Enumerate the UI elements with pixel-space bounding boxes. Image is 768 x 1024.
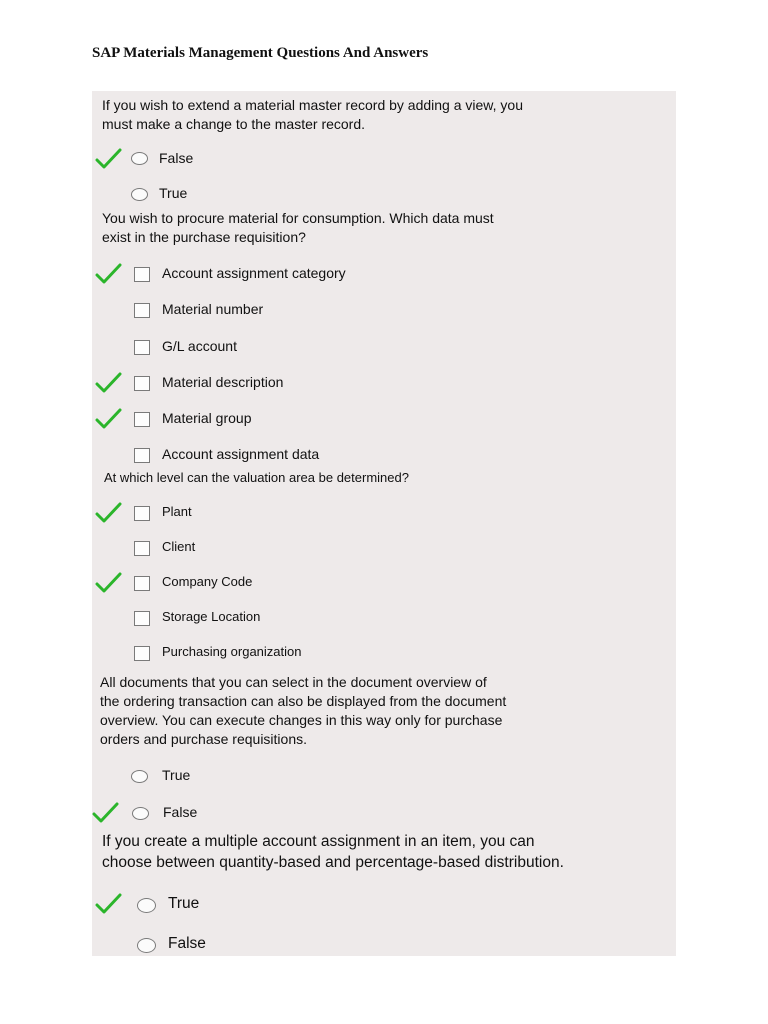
question-text-line: must make a change to the master record. xyxy=(102,116,366,132)
option-label: False xyxy=(163,804,198,820)
option-label: Material group xyxy=(162,410,252,426)
option-true[interactable] xyxy=(92,764,492,788)
question-text xyxy=(104,468,409,487)
option-gl-account[interactable] xyxy=(92,335,492,359)
option-material-description[interactable] xyxy=(92,371,492,395)
checkbox[interactable] xyxy=(134,611,150,626)
radio-button[interactable] xyxy=(137,898,156,913)
option-label: Account assignment data xyxy=(162,446,320,462)
question-text-line: the ordering transaction can also be displayed from the document xyxy=(100,693,507,709)
question-text-line: choose between quantity-based and percentage-based distribution. xyxy=(102,854,564,871)
option-label: True xyxy=(159,185,188,201)
option-true[interactable] xyxy=(92,892,492,916)
checkbox[interactable] xyxy=(134,412,150,427)
option-label: Plant xyxy=(162,504,192,519)
option-label: Purchasing organization xyxy=(162,644,302,659)
option-label: G/L account xyxy=(162,338,237,354)
checkbox[interactable] xyxy=(134,376,150,391)
question-text xyxy=(102,831,564,873)
checkbox[interactable] xyxy=(134,541,150,556)
option-company-code[interactable] xyxy=(92,571,492,595)
check-mark-icon xyxy=(95,407,123,431)
option-label: Company Code xyxy=(162,574,253,589)
question-text-line: orders and purchase requisitions. xyxy=(100,731,308,747)
option-material-number[interactable] xyxy=(92,298,492,322)
radio-button[interactable] xyxy=(137,938,156,953)
option-account-assignment-category[interactable] xyxy=(92,262,492,286)
checkbox[interactable] xyxy=(134,448,150,463)
option-label: Material number xyxy=(162,301,264,317)
option-label: False xyxy=(168,935,206,952)
option-client[interactable] xyxy=(92,536,492,560)
check-mark-icon xyxy=(95,571,123,595)
question-text-line: If you wish to extend a material master record by adding a view, you xyxy=(102,97,523,113)
option-plant[interactable] xyxy=(92,501,492,525)
question-text-line: You wish to procure material for consumption. Which data must xyxy=(102,210,494,226)
checkbox[interactable] xyxy=(134,340,150,355)
check-mark-icon xyxy=(92,801,120,825)
option-false[interactable] xyxy=(92,932,492,956)
check-mark-icon xyxy=(95,892,123,916)
check-mark-icon xyxy=(95,262,123,286)
option-label: Material description xyxy=(162,374,284,390)
check-mark-icon xyxy=(95,147,123,171)
question-text-line: exist in the purchase requisition? xyxy=(102,229,306,245)
option-true[interactable] xyxy=(92,182,492,206)
question-text xyxy=(102,209,494,247)
option-false[interactable] xyxy=(92,147,492,171)
option-false[interactable] xyxy=(92,801,492,825)
radio-button[interactable] xyxy=(131,188,148,201)
question-text-line: At which level can the valuation area be determined? xyxy=(104,470,409,485)
radio-button[interactable] xyxy=(131,152,148,165)
radio-button[interactable] xyxy=(132,807,149,820)
option-label: Storage Location xyxy=(162,609,261,624)
option-label: True xyxy=(168,895,200,912)
option-storage-location[interactable] xyxy=(92,606,492,630)
question-text xyxy=(100,673,506,749)
question-text-line: If you create a multiple account assignment in an item, you can xyxy=(102,833,535,850)
option-purchasing-organization[interactable] xyxy=(92,641,492,665)
option-label: False xyxy=(159,150,194,166)
question-text-line: overview. You can execute changes in this way only for purchase xyxy=(100,712,503,728)
option-label: Account assignment category xyxy=(162,265,346,281)
checkbox[interactable] xyxy=(134,576,150,591)
option-account-assignment-data[interactable] xyxy=(92,443,492,467)
checkbox[interactable] xyxy=(134,267,150,282)
radio-button[interactable] xyxy=(131,770,148,783)
check-mark-icon xyxy=(95,501,123,525)
checkbox[interactable] xyxy=(134,303,150,318)
option-material-group[interactable] xyxy=(92,407,492,431)
quiz-panel xyxy=(92,91,676,956)
option-label: Client xyxy=(162,539,196,554)
option-label: True xyxy=(162,767,191,783)
checkbox[interactable] xyxy=(134,506,150,521)
check-mark-icon xyxy=(95,371,123,395)
checkbox[interactable] xyxy=(134,646,150,661)
document-title: SAP Materials Management Questions And Answers xyxy=(92,45,429,61)
question-text xyxy=(102,96,523,134)
question-text-line: All documents that you can select in the document overview of xyxy=(100,674,487,690)
